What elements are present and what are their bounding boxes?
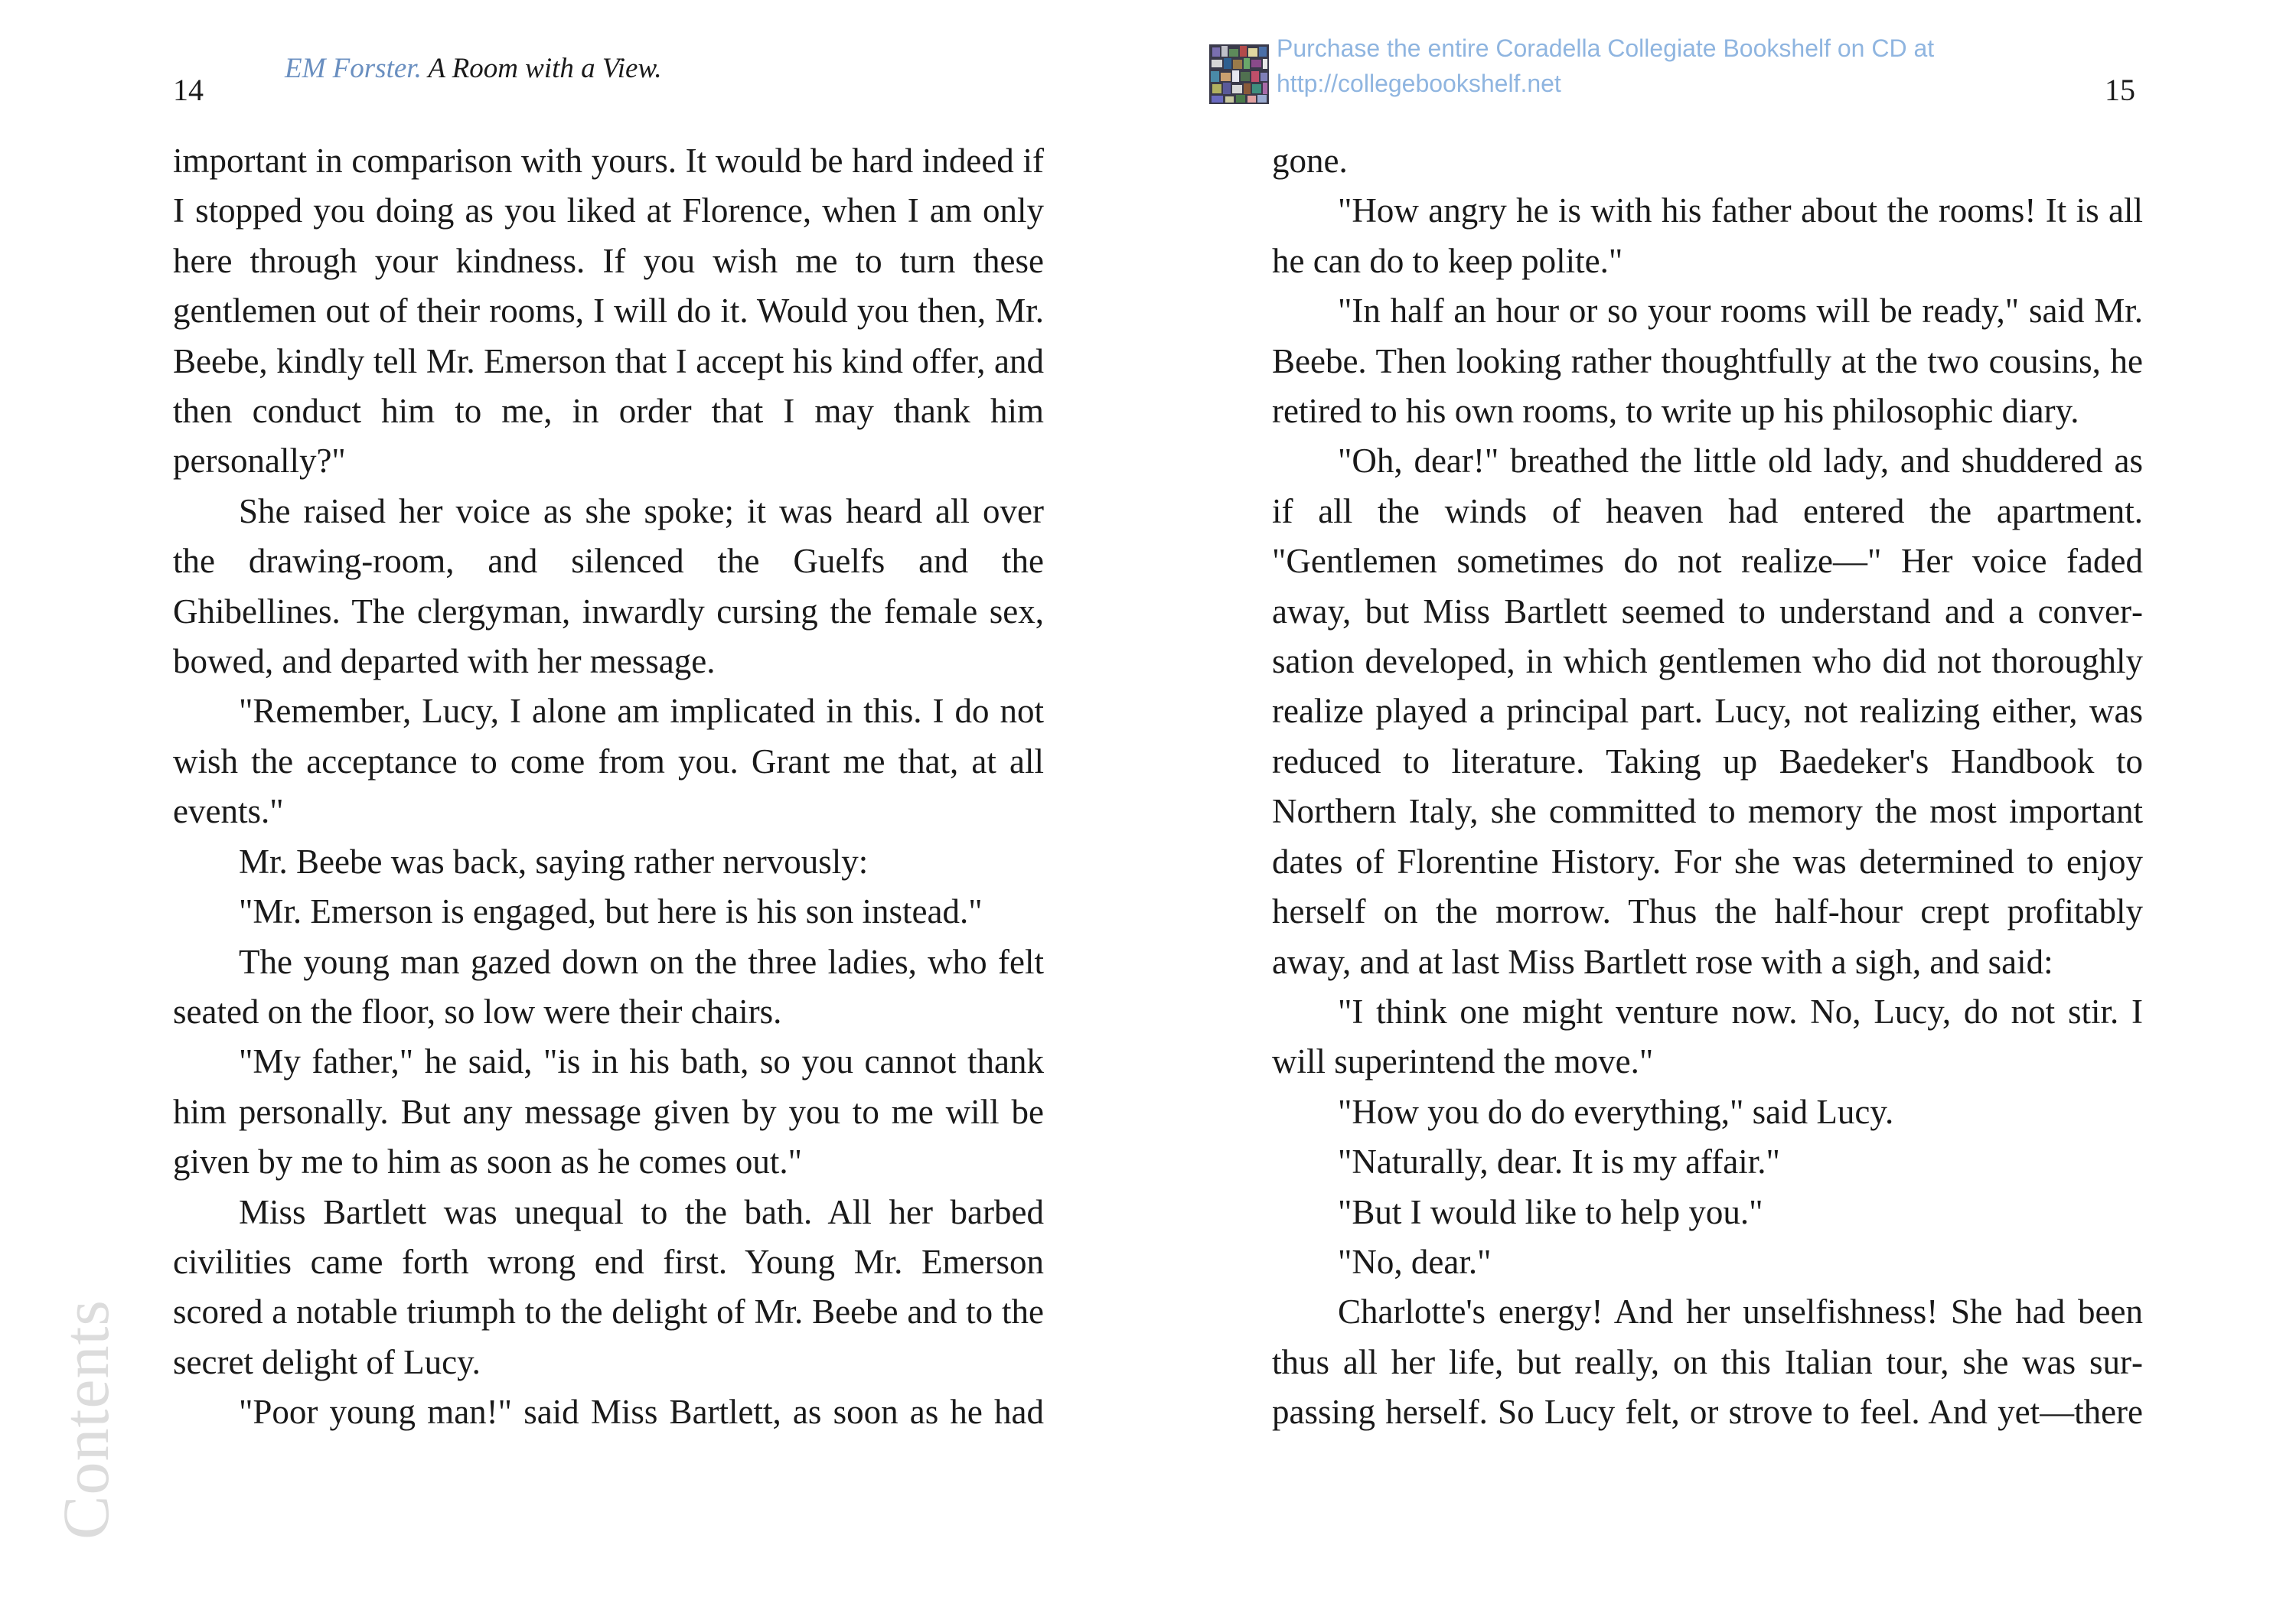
paragraph: gone. (1272, 142, 1348, 180)
paragraph: "No, dear." (1338, 1242, 1492, 1281)
running-head-author: EM Forster. (285, 53, 422, 84)
paragraph: "My father," he said, "is in his bath, so you cannot thank him personally. But any message given by you to me will be given by me to him as soon as he comes out." (173, 1042, 1044, 1182)
paragraph: "How angry he is with his father about the rooms! It is all he can do to keep polite." (1272, 191, 2143, 280)
paragraph: "I think one might venture now. No, Lucy, do not stir. I will superintend the move." (1272, 992, 2143, 1081)
paragraph: "But I would like to help you." (1338, 1192, 1763, 1231)
paragraph: "How you do do everything," said Lucy. (1338, 1092, 1894, 1131)
paragraph: She raised her voice as she spoke; it was heard all over the drawing-room, and silenced the Guelfs and the Ghibellines. The clergyman, inwardly cursing the female sex, bowed, and departed with her message. (173, 491, 1044, 681)
purchase-banner-line[interactable]: Purchase the entire Coradella Collegiate Bookshelf on CD at (1277, 34, 1935, 62)
page-number-right: 15 (2105, 73, 2135, 107)
left-page-text (173, 136, 1044, 1438)
contents-link-label: Contents (49, 1299, 122, 1540)
paragraph: Mr. Beebe was back, saying rather nervously: (239, 842, 869, 881)
paragraph: "Remember, Lucy, I alone am implicated in this. I do not wish the acceptance to come from you. Grant me that, at all events." (173, 692, 1044, 831)
contents-link[interactable] (40, 1293, 132, 1546)
purchase-banner-text[interactable] (1277, 31, 1934, 101)
right-page (1148, 0, 2296, 1607)
paragraph: Miss Bartlett was unequal to the bath. All her barbed civilities came forth wrong end first. Young Mr. Emerson scored a notable triumph to the delight of Mr. Beebe and to the secret delight of Lucy. (173, 1192, 1044, 1381)
paragraph: important in comparison with yours. It would be hard indeed if I stopped you doing as you liked at Florence, when I am only here through your kindness. If you wish me to turn these gentlemen out of their rooms, I will do it. Would you then, Mr. Beebe, kindly tell Mr. Emerson that I accept his kind offer, and then conduct him to me, in order that I may thank him personally?" (173, 142, 1044, 481)
running-head-title: A Room with a View. (428, 53, 662, 84)
paragraph: "In half an hour or so your rooms will be ready," said Mr. Beebe. Then looking rather thoughtfully at the two cousins, he retired to his own rooms, to write up his philosophic diary. (1272, 292, 2143, 431)
paragraph: "Oh, dear!" breathed the little old lady, and shuddered as if all the winds of heaven had entered the apartment. "Gentlemen sometimes do not realize—" Her voice faded away, but Miss Bartlett seemed to understand and a conversation developed, in which gentlemen who did not thoroughly realize played a principal part. Lucy, not realizing either, was reduced to literature. Taking up Baedeker's Handbook to Northern Italy, she committed to memory the most important dates of Florentine History. For she was determined to enjoy herself on the morrow. Thus the half-hour crept profitably away, and at last Miss Bartlett rose with a sigh, and said: (1272, 442, 2143, 981)
bookshelf-logo-icon (1209, 44, 1269, 104)
paragraph: Charlotte's energy! And her unselfishness! She had been thus all her life, but really, on this Italian tour, she was surpassing herself. So Lucy felt, or strove to feel. And yet—there (1272, 1292, 2143, 1432)
paragraph: "Naturally, dear. It is my affair." (1338, 1143, 1780, 1182)
purchase-banner[interactable] (1209, 31, 1975, 115)
paragraph: The young man gazed down on the three ladies, who felt seated on the floor, so low were their chairs. (173, 942, 1044, 1031)
purchase-banner-url[interactable]: http://collegebookshelf.net (1277, 70, 1561, 97)
paragraph: "Poor young man!" said Miss Bartlett, as soon as he had (239, 1393, 1044, 1432)
right-page-text (1272, 136, 2143, 1438)
running-head (285, 52, 662, 86)
page-number-left: 14 (173, 73, 204, 107)
paragraph: "Mr. Emerson is engaged, but here is his son instead." (239, 892, 983, 931)
